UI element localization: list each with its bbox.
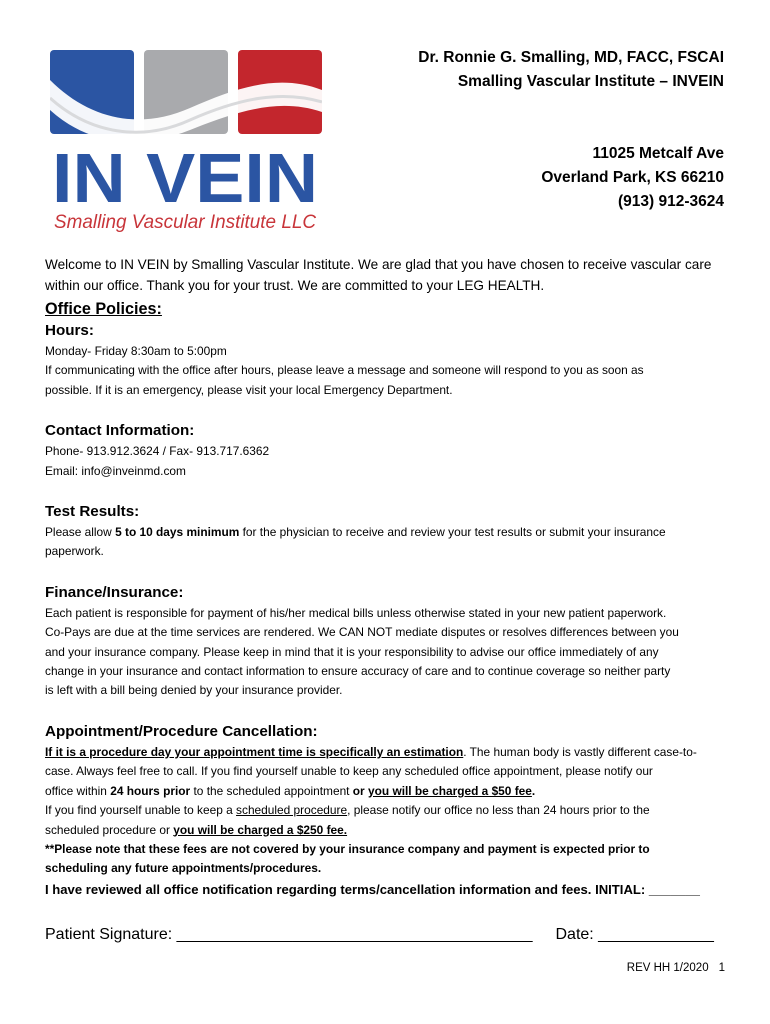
invein-logo-graphic	[50, 50, 322, 238]
finance-line: Each patient is responsible for payment of his/her medical bills unless otherwise stated in your new patient paperwork.	[45, 605, 667, 620]
two-fifty-dollar-fee: you will be charged a $250 fee.	[173, 822, 348, 837]
cancellation-line-2: case. Always feel free to call. If you find yourself unable to keep any scheduled office appointment, please notify our	[45, 764, 653, 779]
address-block	[541, 142, 724, 214]
cancellation-line-3: office within 24 hours prior to the scheduled appointment or you will be charged a $50 fee.	[45, 783, 536, 798]
page-number: 1	[718, 962, 725, 974]
city-state-zip: Overland Park, KS 66210	[541, 169, 724, 186]
intro-line-2: within our office. Thank you for your trust. We are committed to your LEG HEALTH.	[45, 278, 545, 293]
intro-line-1: Welcome to IN VEIN by Smalling Vascular Institute. We are glad that you have chosen to receive vascular care	[45, 257, 712, 272]
fee-note-line-2: scheduling any future appointments/procedures.	[45, 861, 322, 876]
patient-signature-field[interactable]: Patient Signature: ________________________________________	[45, 926, 533, 943]
test-results-min-days: 5 to 10 days minimum	[115, 525, 240, 540]
cancellation-line-1: If it is a procedure day your appointment time is specifically an estimation. The human body is vastly different case-to-	[45, 744, 697, 759]
invein-logo	[50, 50, 322, 238]
office-phone: (913) 912-3624	[618, 193, 724, 210]
logo-sub-text: Smalling Vascular Institute LLC	[54, 212, 317, 233]
signature-row	[45, 926, 714, 944]
date-field[interactable]: Date: _____________	[555, 926, 714, 943]
fifty-dollar-fee: you will be charged a $50 fee	[368, 783, 532, 798]
institute-name: Smalling Vascular Institute – INVEIN	[457, 73, 724, 90]
office-policies-title: Office Policies:	[45, 300, 162, 318]
logo-main-text: IN VEIN	[52, 139, 318, 217]
doctor-name: Dr. Ronnie G. Smalling, MD, FACC, FSCAI	[418, 49, 724, 66]
cancellation-title: Appointment/Procedure Cancellation:	[45, 722, 318, 740]
finance-title: Finance/Insurance:	[45, 583, 184, 601]
acknowledgement-initial-field[interactable]: I have reviewed all office notification regarding terms/cancellation information and fees. INITIAL: _______	[45, 881, 700, 897]
policy-content	[45, 254, 729, 900]
finance-line: Co-Pays are due at the time services are rendered. We CAN NOT mediate disputes or resolves differences between you	[45, 625, 679, 640]
hours-title: Hours:	[45, 322, 94, 339]
doctor-header	[418, 46, 724, 94]
contact-phone-fax: Phone- 913.912.3624 / Fax- 913.717.6362	[45, 444, 270, 459]
fee-note-line-1: **Please note that these fees are not covered by your insurance company and payment is expected prior to	[45, 841, 650, 856]
finance-line: change in your insurance and contact information to ensure accuracy of care and to continue coverage so neither party	[45, 664, 671, 679]
contact-title: Contact Information:	[45, 422, 195, 440]
finance-line: and your insurance company. Please keep in mind that it is your responsibility to advise our office immediately of any	[45, 644, 659, 659]
revision-label: REV HH 1/2020	[626, 962, 709, 974]
test-results-title: Test Results:	[45, 503, 140, 521]
test-results-line-2: paperwork.	[45, 544, 104, 559]
cancellation-line-4: If you find yourself unable to keep a scheduled procedure, please notify our office no less than 24 hours prior to the	[45, 803, 650, 818]
hours-line-3: possible. If it is an emergency, please visit your local Emergency Department.	[45, 382, 453, 397]
hours-line-1: Monday- Friday 8:30am to 5:00pm	[45, 344, 227, 358]
revision-footer	[617, 962, 725, 974]
cancellation-line-5: scheduled procedure or you will be charged a $250 fee.	[45, 822, 348, 837]
finance-line: is left with a bill being denied by your insurance provider.	[45, 683, 343, 698]
contact-email: Email: info@inveinmd.com	[45, 463, 186, 478]
street-address: 11025 Metcalf Ave	[592, 145, 724, 162]
test-results-line-1: Please allow 5 to 10 days minimum for the physician to receive and review your test results or submit your insurance	[45, 525, 666, 540]
hours-line-2: If communicating with the office after hours, please leave a message and someone will respond to you as soon as	[45, 363, 644, 378]
